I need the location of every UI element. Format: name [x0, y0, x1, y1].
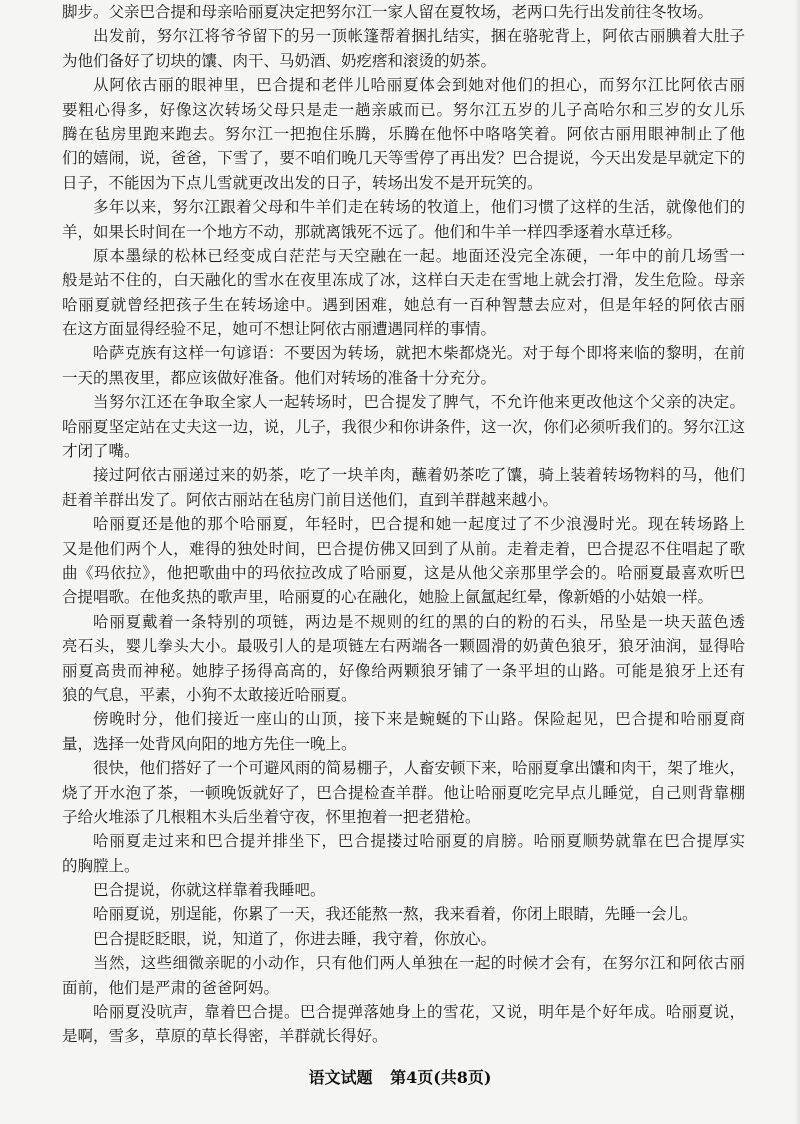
text-line: 哈丽夏戴着一条特别的项链，两边是不规则的红的黑的白的粉的石头，吊坠是一块天蓝色透	[93, 612, 745, 631]
paragraph	[62, 0, 745, 24]
text-line: 才闭了嘴。	[62, 442, 140, 461]
text-line: 巴合提说，你就这样靠着我睡吧。	[93, 881, 326, 900]
paragraph	[62, 610, 745, 708]
text-line: 们的嬉闹，说，爸爸，下雪了，要不咱们晚几天等雪停了再出发？巴合提说，今天出发是早就定下的	[62, 149, 745, 168]
text-line: 般是站不住的，白天融化的雪水在夜里冻成了冰，这样白天走在雪地上就会打滑，发生危险。母亲	[62, 271, 745, 290]
text-line: 要粗心得多，好像这次转场父母只是走一趟亲戚而已。努尔江五岁的儿子高哈尔和三岁的女儿乐	[62, 100, 745, 119]
paragraph	[62, 707, 745, 756]
text-line: 很快，他们搭好了一个可避风雨的简易棚子，人畜安顿下来，哈丽夏拿出馕和肉干，架了堆火，	[93, 759, 745, 778]
text-line: 量，选择一处背风向阳的地方先住一晚上。	[62, 734, 357, 753]
paragraph	[62, 756, 745, 829]
text-line: 面前，他们是严肃的爸爸阿妈。	[62, 978, 280, 997]
text-line: 出发前，努尔江将爷爷留下的另一顶帐篷帮着捆扎结实，捆在骆驼背上，阿依古丽腆着大肚子	[93, 27, 745, 46]
text-line: 曲《玛依拉》，他把歌曲中的玛依拉改成了哈丽夏，这是从他父亲那里学会的。哈丽夏最喜欢听巴	[62, 563, 745, 582]
text-line: 亮石头，婴儿拳头大小。最吸引人的是项链左右两端各一颗圆滑的奶黄色狼牙，狼牙油润，显得哈	[62, 637, 745, 656]
text-line: 是啊，雪多，草原的草长得密，羊群就长得好。	[62, 1027, 388, 1046]
paragraph	[62, 951, 745, 1000]
footer-page-number: 第4页(共8页)	[390, 1068, 492, 1087]
text-line: 又是他们两个人，难得的独处时间，巴合提仿佛又回到了从前。走着走着，巴合提忍不住唱起了歌	[62, 539, 745, 558]
text-line: 接过阿依古丽递过来的奶茶，吃了一块羊肉，蘸着奶茶吃了馕，骑上装着转场物料的马，他们	[93, 466, 745, 485]
paragraph	[62, 244, 745, 342]
passage-body	[62, 0, 745, 1049]
paragraph	[62, 463, 745, 512]
paragraph	[62, 390, 745, 463]
text-line: 哈萨克族有这样一句谚语：不要因为转场，就把木柴都烧光。对于每个即将来临的黎明，在前	[93, 344, 745, 363]
text-line: 傍晚时分，他们接近一座山的山顶，接下来是蜿蜒的下山路。保险起见，巴合提和哈丽夏商	[93, 710, 745, 729]
text-line: 的胸膛上。	[62, 856, 140, 875]
paragraph	[62, 829, 745, 878]
text-line: 哈丽夏说，别逞能，你累了一天，我还能熬一熬，我来看着，你闭上眼睛，先睡一会儿。	[93, 905, 698, 924]
text-line: 哈丽夏就曾经把孩子生在转场途中。遇到困难，她总有一百种智慧去应对，但是年轻的阿依古丽	[62, 295, 745, 314]
text-line: 原本墨绿的松林已经变成白茫茫与天空融在一起。地面还没完全冻硬，一年中的前几场雪一	[93, 246, 745, 265]
text-line: 丽夏高贵而神秘。她脖子扬得高高的，好像给两颗狼牙铺了一条平坦的山路。可能是狼牙上还有	[62, 661, 745, 680]
text-line: 腾在毡房里跑来跑去。努尔江一把抱住乐腾，乐腾在他怀中咯咯笑着。阿依古丽用眼神制止了他	[62, 124, 745, 143]
text-line: 哈丽夏坚定站在丈夫这一边，说，儿子，我很少和你讲条件，这一次，你们必须听我们的。努尔江这	[62, 417, 745, 436]
text-line: 在这方面显得经验不足，她可不想让阿依古丽遭遇同样的事情。	[62, 320, 497, 339]
text-line: 为他们备好了切块的馕、肉干、马奶酒、奶疙瘩和滚烫的奶茶。	[62, 51, 497, 70]
paragraph	[62, 24, 745, 73]
text-line: 从阿依古丽的眼神里，巴合提和老伴儿哈丽夏体会到她对他们的担心，而努尔江比阿依古丽	[93, 76, 745, 95]
text-line: 巴合提眨眨眼，说，知道了，你进去睡，我守着，你放心。	[93, 929, 497, 948]
text-line: 一天的黑夜里，都应该做好准备。他们对转场的准备十分充分。	[62, 368, 497, 387]
text-line: 狼的气息，平素，小狗不太敢接近哈丽夏。	[62, 685, 357, 704]
text-line: 羊，如果长时间在一个地方不动，那就离饿死不远了。他们和牛羊一样四季逐着水草迁移。	[62, 222, 683, 241]
text-line: 多年以来，努尔江跟着父母和牛羊们走在转场的牧道上，他们习惯了这样的生活，就像他们的	[93, 198, 745, 217]
text-line: 脚步。父亲巴合提和母亲哈丽夏决定把努尔江一家人留在夏牧场，老两口先行出发前往冬牧场。	[62, 3, 714, 21]
text-line: 当努尔江还在争取全家人一起转场时，巴合提发了脾气，不允许他来更改他这个父亲的决定。	[93, 393, 745, 412]
paragraph	[62, 878, 745, 902]
paragraph	[62, 902, 745, 926]
paragraph	[62, 1000, 745, 1049]
paragraph	[62, 512, 745, 610]
text-line: 当然，这些细微亲昵的小动作，只有他们两人单独在一起的时候才会有，在努尔江和阿依古丽	[93, 954, 745, 973]
text-line: 子给火堆添了几根粗木头后坐着守夜，怀里抱着一把老猎枪。	[62, 807, 481, 826]
paragraph	[62, 927, 745, 951]
paragraph	[62, 341, 745, 390]
text-line: 哈丽夏走过来和巴合提并排坐下，巴合提搂过哈丽夏的肩膀。哈丽夏顺势就靠在巴合提厚实	[93, 832, 745, 851]
text-line: 合提唱歌。在他炙热的歌声里，哈丽夏的心在融化，她脸上氤氲起红晕，像新婚的小姑娘一样。	[62, 588, 714, 607]
page-footer	[0, 1066, 800, 1090]
text-line: 哈丽夏没吭声，靠着巴合提。巴合提弹落她身上的雪花，又说，明年是个好年成。哈丽夏说，	[93, 1003, 745, 1022]
text-line: 赶着羊群出发了。阿依古丽站在毡房门前目送他们，直到羊群越来越小。	[62, 490, 559, 509]
paragraph	[62, 73, 745, 195]
text-line: 日子，不能因为下点儿雪就更改出发的日子，转场出发不是开玩笑的。	[62, 173, 543, 192]
text-line: 烧了开水泡了茶，一顿晚饭就好了，巴合提检查羊群。他让哈丽夏吃完早点儿睡觉，自己则背靠棚	[62, 783, 745, 802]
paragraph	[62, 195, 745, 244]
text-line: 哈丽夏还是他的那个哈丽夏，年轻时，巴合提和她一起度过了不少浪漫时光。现在转场路上	[93, 515, 745, 534]
footer-subject: 语文试题	[308, 1068, 373, 1087]
scan-edge-shadow	[794, 0, 800, 1124]
